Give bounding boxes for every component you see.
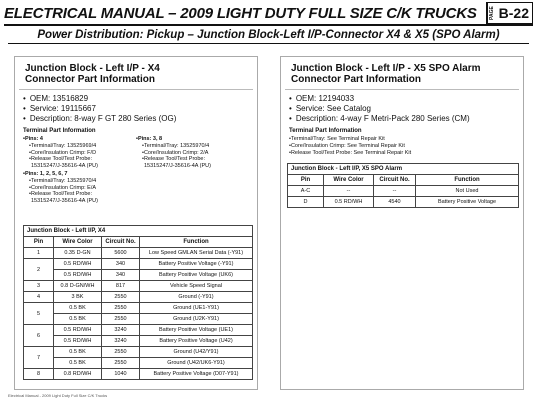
page-label: PAGE [487, 3, 496, 23]
x5-title-line2: Connector Part Information [291, 74, 422, 85]
function-cell: Ground (-Y91) [140, 292, 253, 303]
wire-color-cell: -- [324, 186, 374, 197]
x4-terminal-info-title: Terminal Part Information [23, 128, 96, 134]
x4-panel-title [19, 57, 253, 90]
pin-cell: 4 [24, 292, 54, 303]
table-row [24, 281, 253, 292]
pin-detail: • Release Tool/Test Probe: [23, 156, 136, 163]
pin-cell: 2 [24, 259, 54, 281]
x5-panel-title [285, 57, 519, 90]
column-header-pin: Pin [24, 237, 54, 248]
x4-title-line1: Junction Block - Left I/P - X4 [25, 63, 160, 74]
table-row [24, 325, 253, 336]
function-cell: Ground (U42/Y91) [140, 347, 253, 358]
x4-oem: • OEM: 13516829 [23, 94, 249, 104]
pin-detail: 15315247/J-35616-4A (PU) [31, 197, 98, 204]
x5-terminal-item: • Release Tool/Test Probe: See Terminal Repair Kit [289, 150, 515, 157]
function-cell: Battery Positive Voltage (U42) [140, 336, 253, 347]
function-cell: Low Speed GMLAN Serial Data (-Y91) [140, 248, 253, 259]
x5-pin-table [287, 163, 519, 208]
x5-description: • Description: 4-way F Metri-Pack 280 Series (CM) [289, 114, 515, 124]
x4-table-caption: Junction Block - Left I/P, X4 [24, 226, 253, 237]
function-cell: Battery Positive Voltage [416, 197, 519, 208]
pin-detail: • Terminal/Tray: 13525969/4 [23, 143, 136, 150]
x5-terminal-info-title: Terminal Part Information [289, 128, 362, 134]
x5-terminal-item: • Terminal/Tray: See Terminal Repair Kit [289, 136, 515, 143]
function-cell: Battery Positive Voltage (-Y91) [140, 259, 253, 270]
table-row [24, 369, 253, 380]
page-footer: Electrical Manual - 2009 Light Duty Full Size C/K Trucks [8, 393, 108, 398]
circuit-cell: 2550 [102, 314, 140, 325]
wire-color-cell: 0.8 D-GN/WH [54, 281, 102, 292]
wire-color-cell: 3 BK [54, 292, 102, 303]
function-cell: Battery Positive Voltage (UE1) [140, 325, 253, 336]
page-header [4, 2, 533, 26]
table-row [24, 347, 253, 358]
column-header-function: Function [416, 175, 519, 186]
circuit-cell: 4540 [374, 197, 416, 208]
x4-pin-table [23, 225, 253, 380]
x5-terminal-list [281, 136, 523, 157]
circuit-cell: 817 [102, 281, 140, 292]
wire-color-cell: 0.5 RD/WH [324, 197, 374, 208]
x5-connector-panel [280, 56, 524, 390]
function-cell: Battery Positive Voltage (UK6) [140, 270, 253, 281]
circuit-cell: 3240 [102, 325, 140, 336]
pin-cell: 6 [24, 325, 54, 347]
x4-connector-panel [14, 56, 258, 390]
column-header-pin: Pin [288, 175, 324, 186]
circuit-cell: 1040 [102, 369, 140, 380]
function-cell: Ground (UE1-Y91) [140, 303, 253, 314]
circuit-cell: -- [374, 186, 416, 197]
column-header-function: Function [140, 237, 253, 248]
wire-color-cell: 0.5 RD/WH [54, 325, 102, 336]
pin-cell: 7 [24, 347, 54, 369]
pin-cell: 5 [24, 303, 54, 325]
x4-service: • Service: 19115667 [23, 104, 249, 114]
circuit-cell: 340 [102, 259, 140, 270]
circuit-cell: 3240 [102, 336, 140, 347]
pin-detail: • Release Tool/Test Probe: [136, 156, 249, 163]
x4-pin-col-right [136, 136, 249, 206]
wire-color-cell: 0.5 RD/WH [54, 259, 102, 270]
pin-cell: 8 [24, 369, 54, 380]
x4-description: • Description: 8-way F GT 280 Series (OG) [23, 114, 249, 124]
pin-group-title: • Pins: 1, 2, 5, 6, 7 [23, 171, 136, 178]
wire-color-cell: 0.5 BK [54, 347, 102, 358]
pin-detail: • Terminal/Tray: 13525970/4 [23, 178, 136, 185]
x5-title-line1: Junction Block - Left I/P - X5 SPO Alarm [291, 63, 481, 74]
table-row [24, 303, 253, 314]
pin-group [23, 171, 136, 204]
wire-color-cell: 0.5 BK [54, 303, 102, 314]
x4-pin-col-left [23, 136, 136, 206]
x5-oem: • OEM: 12194033 [289, 94, 515, 104]
pin-detail: 15315247/J-35616-4A (PU) [31, 162, 98, 169]
pin-detail: • Terminal/Tray: 13525970/4 [136, 143, 249, 150]
circuit-cell: 2550 [102, 347, 140, 358]
x5-terminal-item: • Core/Insulation Crimp: See Terminal Repair Kit [289, 143, 515, 150]
table-row [24, 270, 253, 281]
x5-info-list [281, 90, 523, 124]
table-row [24, 314, 253, 325]
table-row [24, 248, 253, 259]
pin-detail: • Core/Insulation Crimp: 2/A [136, 150, 249, 157]
wire-color-cell: 0.35 D-GN [54, 248, 102, 259]
circuit-cell: 2550 [102, 358, 140, 369]
pin-group [136, 136, 249, 169]
function-cell: Ground (U42/UK6-Y91) [140, 358, 253, 369]
column-header-circuit: Circuit No. [102, 237, 140, 248]
x4-title-line2: Connector Part Information [25, 74, 156, 85]
pin-detail: • Core/Insulation Crimp: F/D [23, 150, 136, 157]
table-row [24, 336, 253, 347]
table-row [24, 358, 253, 369]
wire-color-cell: 0.5 BK [54, 314, 102, 325]
circuit-cell: 5600 [102, 248, 140, 259]
pin-detail: 15315247/J-35616-4A (PU) [144, 162, 211, 169]
wire-color-cell: 0.5 RD/WH [54, 336, 102, 347]
pin-detail: • Core/Insulation Crimp: E/A [23, 185, 136, 192]
x5-table-caption: Junction Block - Left I/P, X5 SPO Alarm [288, 164, 519, 175]
page-number-tag [486, 2, 533, 24]
pin-cell: 3 [24, 281, 54, 292]
x5-service: • Service: See Catalog [289, 104, 515, 114]
circuit-cell: 340 [102, 270, 140, 281]
function-cell: Ground (U2K-Y91) [140, 314, 253, 325]
column-header-circuit: Circuit No. [374, 175, 416, 186]
table-row [288, 186, 519, 197]
pin-cell: A-C [288, 186, 324, 197]
table-row [24, 259, 253, 270]
page-number: B-22 [498, 5, 529, 21]
pin-cell: 1 [24, 248, 54, 259]
function-cell: Battery Positive Voltage (D07-Y91) [140, 369, 253, 380]
pin-detail: • Release Tool/Test Probe: [23, 191, 136, 198]
circuit-cell: 2550 [102, 292, 140, 303]
section-subtitle: Power Distribution: Pickup – Junction Block-Left I/P-Connector X4 & X5 (SPO Alarm) [8, 29, 529, 44]
function-cell: Vehicle Speed Signal [140, 281, 253, 292]
manual-title: ELECTRICAL MANUAL – 2009 LIGHT DUTY FULL SIZE C/K TRUCKS [4, 5, 477, 22]
table-row [288, 197, 519, 208]
x4-pin-groups [15, 136, 257, 206]
pin-group-title: • Pins: 4 [23, 136, 136, 143]
pin-group-title: • Pins: 3, 8 [136, 136, 249, 143]
x4-info-list [15, 90, 257, 124]
pin-cell: D [288, 197, 324, 208]
wire-color-cell: 0.8 RD/WH [54, 369, 102, 380]
pin-group [23, 136, 136, 169]
function-cell: Not Used [416, 186, 519, 197]
wire-color-cell: 0.5 RD/WH [54, 270, 102, 281]
column-header-wire-color: Wire Color [54, 237, 102, 248]
column-header-wire-color: Wire Color [324, 175, 374, 186]
table-row [24, 292, 253, 303]
wire-color-cell: 0.5 BK [54, 358, 102, 369]
circuit-cell: 2550 [102, 303, 140, 314]
